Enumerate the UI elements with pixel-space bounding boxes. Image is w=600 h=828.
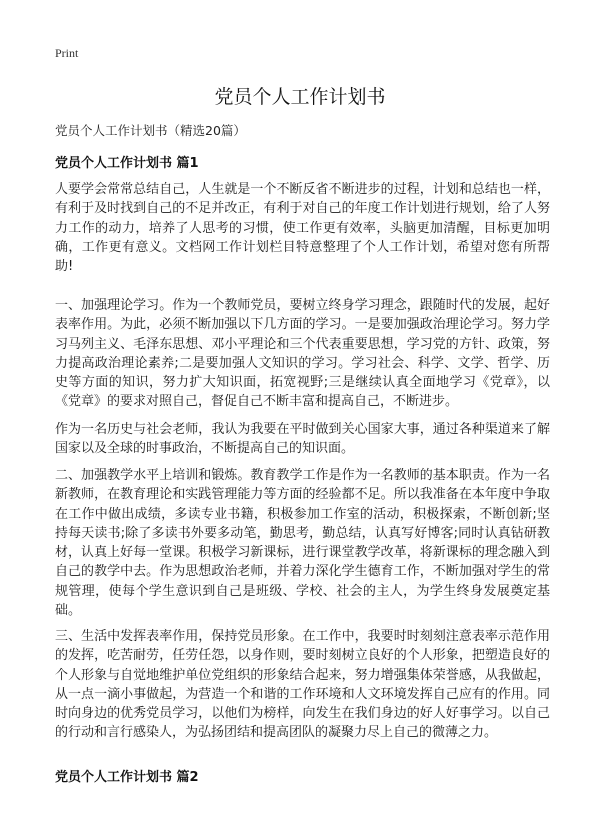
paragraph-teaching-training: 二、加强教学水平上培训和锻炼。教育教学工作是作为一名教师的基本职责。作为一名新教师，在教育理论和实践管理能力等方面的经验都不足。所以我准备在本年度中争取在工作中做出成绩，多读专业书籍，积极参加工作室的活动，积极探索，不断创新;坚持每天读书;除了多读书外要多动笔，勤思考，勤总结，认真写好博客;同时认真钻研教材，认真上好每一堂课。积极学习新课标，进行课堂教学改革，将新课标的理念融入到自己的教学中去。作为思想政治老师，并着力深化学生德育工作，不断加强对学生的常规管理，使每个学生意识到自己是班级、学校、社会的主人，为学生终身发展奠定基础。 [55,468,550,619]
section-heading-1: 党员个人工作计划书 篇1 [55,156,199,171]
document-subtitle: 党员个人工作计划书（精选20篇） [55,123,246,138]
paragraph-theory-study: 一、加强理论学习。作为一个教师党员，要树立终身学习理念，跟随时代的发展，起好表率作用。为此，必须不断加强以下几方面的学习。一是要加强政治理论学习。努力学习马列主义、毛泽东思想、邓小平理论和三个代表重要思想，学习党的方针、政策，努力提高政治理论素养;二是要加强人文知识的学习。学习社会、科学、文学、哲学、历史等方面的知识，努力扩大知识面，拓宽视野;三是继续认真全面地学习《党章》，以《党章》的要求对照自己，督促自己不断丰富和提高自己，不断进步。 [55,298,550,410]
section-heading-2: 党员个人工作计划书 篇2 [55,770,199,785]
paragraph-role-model: 三、生活中发挥表率作用，保持党员形象。在工作中，我要时时刻刻注意表率示范作用的发挥，吃苦耐劳，任劳任怨，以身作则，要时刻树立良好的个人形象，把塑造良好的个人形象与自觉地维护单位党组织的形象结合起来，努力增强集体荣誉感，从我做起，从一点一滴小事做起，为营造一个和谐的工作环境和人文环境发挥自己应有的作用。同时向身边的优秀党员学习，以他们为榜样，向发生在我们身边的好人好事学习。以自己的行动和言行感染人，为弘扬团结和提高团队的凝聚力尽上自己的微薄之力。 [55,629,550,741]
intro-paragraph: 人要学会常常总结自己，人生就是一个不断反省不断进步的过程，计划和总结也一样，有利于及时找到自己的不足并改正，有利于对自己的年度工作计划进行规划，给了人努力工作的动力，培养了人思考的习惯，使工作更有效率，头脑更加清醒，目标更加明确，工作更有意义。文档网工作计划栏目特意整理了个人工作计划，希望对您有所帮助! [55,182,550,275]
print-link[interactable]: Print [55,46,79,60]
paragraph-current-affairs: 作为一名历史与社会老师，我认为我要在平时做到关心国家大事，通过各种渠道来了解国家以及全球的时事政治，不断提高自己的知识面。 [55,422,550,457]
page-title: 党员个人工作计划书 [214,86,386,108]
